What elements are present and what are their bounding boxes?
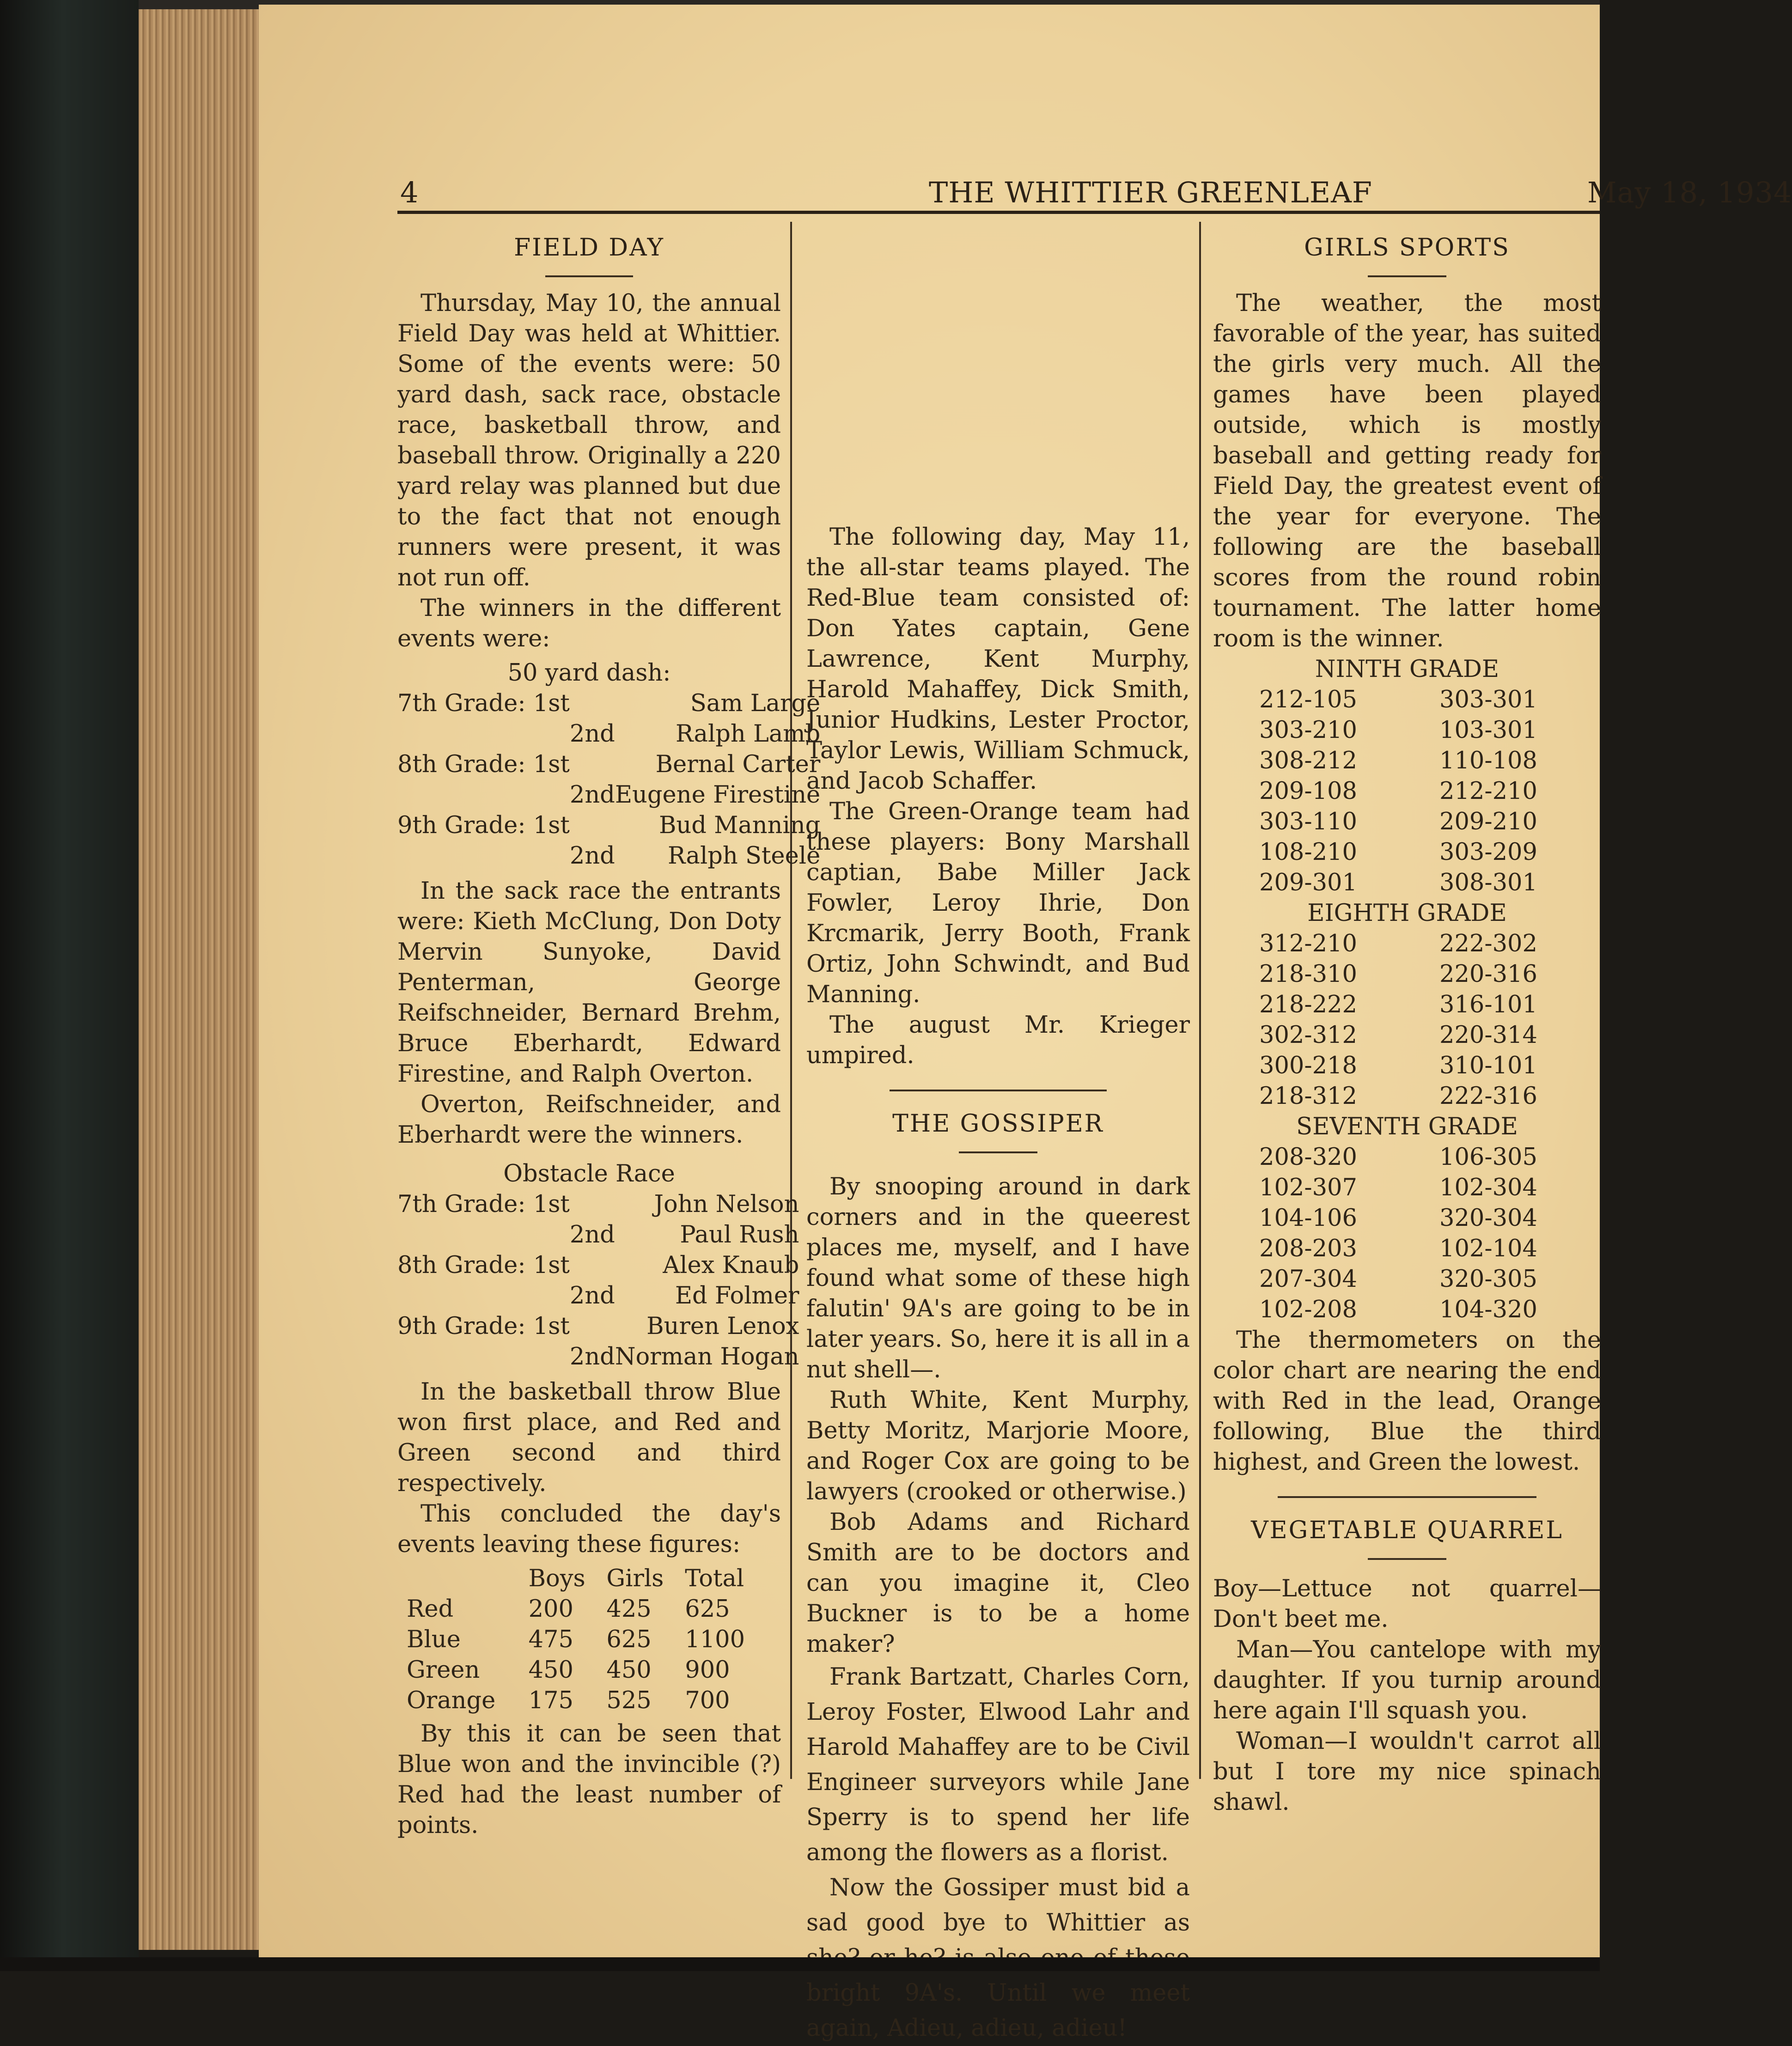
vegetable-quarrel-line: Woman—I wouldn't carrot all but I tore my nice spinach shawl. — [1213, 1728, 1601, 1816]
score-cell: 220-314 — [1439, 1022, 1537, 1049]
gossiper-paragraph: Frank Bartzatt, Charles Corn, Leroy Foster, Elwood Lahr and Harold Mahaffey are to be Civil Engineer surveyors while Jane Sperry is to spend her life among the flowers as a florist. — [806, 1663, 1190, 1866]
result-cell: Bud Manning — [658, 812, 821, 839]
vegetable-quarrel-title: VEGETABLE QUARREL — [1251, 1516, 1563, 1544]
score-row — [1213, 929, 1601, 959]
result-row — [397, 841, 820, 871]
score-cell: 207-304 — [1259, 1266, 1357, 1293]
result-cell: Ralph Lamb — [675, 720, 821, 748]
score-row — [1213, 746, 1601, 776]
score-row — [1213, 715, 1601, 746]
totals-cell: Girls — [606, 1565, 664, 1592]
page-edges — [139, 9, 273, 1950]
score-cell: 303-210 — [1259, 717, 1357, 744]
result-cell — [570, 749, 615, 780]
gossiper-paragraph: Bob Adams and Richard Smith are to be doctors and can you imagine it, Cleo Buckner is to be a home maker? — [806, 1509, 1190, 1658]
gossiper-paragraph: Ruth White, Kent Murphy, Betty Moritz, Marjorie Moore, and Roger Cox are going to be lawyers (crooked or otherwise.) — [806, 1387, 1190, 1505]
totals-cell: 175 — [528, 1687, 573, 1714]
score-cell: 104-320 — [1439, 1296, 1537, 1323]
totals-cell: Boys — [528, 1565, 585, 1592]
vegetable-quarrel-line: Man—You cantelope with my daughter. If you turnip around here again I'll squash you. — [1213, 1636, 1601, 1724]
result-row — [397, 810, 820, 841]
newspaper-page — [259, 5, 1792, 2042]
issue-date: May 18, 1934 — [1587, 176, 1792, 209]
dash-results-table — [397, 688, 820, 871]
result-row — [397, 688, 820, 719]
ninth-grade-scores — [1213, 685, 1601, 898]
totals-cell: 450 — [606, 1656, 652, 1684]
result-cell: 8th Grade: 1st — [397, 1252, 570, 1279]
score-row — [1213, 868, 1601, 898]
score-row — [1213, 807, 1601, 837]
field-day-paragraph: In the sack race the entrants were: Kieth McClung, Don Doty Mervin Sunyoke, David Penterman, George Reifschneider, Bernard Brehm, Bruce Eberhardt, Edward Firestine, and Ralph Overton. — [397, 877, 781, 1088]
score-cell: 222-316 — [1439, 1083, 1537, 1110]
result-cell: 2nd — [569, 1282, 615, 1309]
result-row — [397, 1220, 799, 1250]
totals-cell: 450 — [528, 1656, 573, 1684]
title-rule — [1368, 1558, 1446, 1560]
result-row — [397, 1311, 799, 1342]
result-cell: 8th Grade: 1st — [397, 751, 570, 778]
score-row — [1213, 1081, 1601, 1112]
section-rule — [890, 1090, 1107, 1091]
result-cell: 2nd — [569, 1221, 615, 1248]
field-day-paragraph: The Green-Orange team had these players: Bony Marshall captian, Babe Miller Jack Fowler, Leroy Ihrie, Don Krcmarik, Jerry Booth, Frank Ortiz, John Schwindt, and Bud Manning. — [806, 798, 1190, 1008]
result-cell: 9th Grade: 1st — [397, 1313, 570, 1340]
result-cell — [397, 719, 570, 749]
eighth-grade-heading: EIGHTH GRADE — [1307, 900, 1507, 927]
score-row — [1213, 1142, 1601, 1173]
page-number: 4 — [400, 176, 419, 209]
seventh-grade-heading: SEVENTH GRADE — [1296, 1113, 1518, 1140]
vegetable-quarrel-lines — [1213, 1574, 1601, 1818]
totals-cell: 475 — [528, 1626, 573, 1653]
score-row — [1213, 685, 1601, 715]
result-row — [397, 749, 820, 780]
field-day-paragraph: Thursday, May 10, the annual Field Day was held at Whittier. Some of the events were: 50 yard dash, sack race, obstacle race, basketball throw, and baseball throw. Originally a 220 yard relay was planned but due to the fact that not enough runners were present, it was not run off. — [397, 290, 781, 591]
result-row — [397, 1189, 799, 1220]
girls-sports-title: GIRLS SPORTS — [1304, 234, 1510, 262]
field-day-paragraph: The winners in the different events were: — [397, 595, 781, 652]
score-cell: 102-304 — [1439, 1174, 1537, 1201]
score-row — [1213, 1203, 1601, 1234]
result-cell — [570, 810, 615, 841]
result-cell: 2nd — [569, 842, 615, 870]
result-cell: Ed Folmer — [675, 1282, 799, 1309]
score-cell: 303-301 — [1439, 686, 1537, 713]
result-cell: Norman Hogan — [615, 1343, 799, 1370]
result-row — [397, 1250, 799, 1281]
title-rule — [959, 1151, 1037, 1153]
field-day-paragraph: In the basketball throw Blue won first place, and Red and Green second and third respectively. — [397, 1378, 781, 1497]
score-row — [1213, 837, 1601, 868]
score-cell: 303-110 — [1259, 808, 1357, 835]
score-cell: 218-310 — [1259, 961, 1357, 988]
result-cell — [570, 1311, 615, 1342]
field-day-paragraph: The august Mr. Krieger umpired. — [806, 1011, 1190, 1069]
totals-cell: 200 — [528, 1595, 573, 1623]
result-cell: Ralph Steele — [667, 842, 821, 870]
field-day-title: FIELD DAY — [514, 234, 664, 262]
obstacle-results-table — [397, 1189, 799, 1372]
result-cell — [570, 1189, 615, 1220]
score-cell: 103-301 — [1439, 717, 1537, 744]
totals-row — [407, 1564, 767, 1594]
result-cell: 9th Grade: 1st — [397, 812, 570, 839]
field-day-paragraph: This concluded the day's events leaving these figures: — [397, 1500, 781, 1558]
result-cell: Bernal Carter — [655, 751, 821, 778]
masthead: THE WHITTIER GREENLEAF — [929, 176, 1372, 209]
totals-table — [407, 1564, 767, 1716]
dash-heading: 50 yard dash: — [507, 659, 671, 687]
totals-cell: 900 — [685, 1656, 730, 1684]
score-cell: 220-316 — [1439, 961, 1537, 988]
column-3 — [1213, 217, 1601, 1818]
result-row — [397, 780, 820, 810]
result-cell — [397, 1342, 570, 1372]
score-row — [1213, 1051, 1601, 1081]
obstacle-heading: Obstacle Race — [503, 1160, 675, 1187]
score-row — [1213, 959, 1601, 990]
result-cell: 7th Grade: 1st — [397, 1191, 570, 1218]
score-cell: 303-209 — [1439, 839, 1537, 866]
score-cell: 218-312 — [1259, 1083, 1357, 1110]
header-rule — [397, 211, 1600, 214]
gossiper-paragraph: Now the Gossiper must bid a sad good bye to Whittier as bright 9A's. Until we meet again, Adieu, adieu, adieu! — [806, 1874, 1190, 2042]
score-row — [1213, 990, 1601, 1020]
score-cell: 102-104 — [1439, 1235, 1537, 1262]
score-cell: 212-210 — [1439, 778, 1537, 805]
score-cell: 300-218 — [1259, 1052, 1357, 1079]
score-cell: 104-106 — [1259, 1205, 1357, 1232]
totals-cell: Total — [685, 1565, 744, 1592]
eighth-grade-scores — [1213, 929, 1601, 1112]
result-cell — [570, 688, 615, 719]
score-cell: 212-105 — [1259, 686, 1357, 713]
score-cell: 302-312 — [1259, 1022, 1357, 1049]
result-cell — [397, 841, 570, 871]
totals-cell: Orange — [407, 1687, 496, 1714]
page-header — [397, 176, 1792, 213]
girls-sports-paragraph: The weather, the most favorable of the year, has suited the girls very much. All the games have been played outside, which is mostly baseball and getting ready for Field Day, the greatest event of the year for everyone. The following are the baseball scores from the round robin tournament. The latter home room is the winner. — [1213, 290, 1601, 652]
score-cell: 102-208 — [1259, 1296, 1357, 1323]
result-cell — [397, 780, 570, 810]
totals-cell: 1100 — [685, 1626, 745, 1653]
result-row — [397, 719, 820, 749]
score-cell: 320-304 — [1439, 1205, 1537, 1232]
result-cell: 7th Grade: 1st — [397, 690, 570, 717]
totals-cell: Red — [407, 1595, 454, 1623]
totals-cell — [407, 1564, 529, 1594]
score-cell: 208-320 — [1259, 1144, 1357, 1171]
totals-row — [407, 1625, 767, 1655]
totals-cell: Green — [407, 1656, 480, 1684]
result-cell: Alex Knaub — [663, 1252, 799, 1279]
score-cell: 209-210 — [1439, 808, 1537, 835]
result-cell: Sam Large — [690, 690, 821, 717]
book-spine — [0, 0, 139, 1971]
score-row — [1213, 1295, 1601, 1325]
score-cell: 308-301 — [1439, 869, 1537, 896]
seventh-grade-scores — [1213, 1142, 1601, 1325]
result-cell: John Nelson — [654, 1191, 799, 1218]
result-cell — [397, 1281, 570, 1311]
vegetable-quarrel-line: Boy—Lettuce not quarrel—Don't beet me. — [1213, 1575, 1601, 1633]
totals-row — [407, 1594, 767, 1625]
field-day-paragraph: Overton, Reifschneider, and Eberhardt were the winners. — [397, 1091, 781, 1149]
score-cell: 316-101 — [1439, 991, 1537, 1018]
scan-bottom-edge — [0, 1957, 1600, 1971]
score-cell: 218-222 — [1259, 991, 1357, 1018]
totals-cell: 425 — [606, 1595, 652, 1623]
totals-cell: 625 — [685, 1595, 730, 1623]
score-cell: 108-210 — [1259, 839, 1357, 866]
title-rule — [545, 275, 633, 277]
result-cell: Paul Rush — [680, 1221, 799, 1248]
gossiper-paragraph: By snooping around in dark corners and in the queerest places me, myself, and I have found what some of these high falutin' 9A's are going to be in later years. So, here it is all in a nut shell—. — [806, 1173, 1190, 1383]
score-row — [1213, 1173, 1601, 1203]
result-cell: 2nd — [569, 720, 615, 748]
result-cell — [397, 1220, 570, 1250]
column-divider-2 — [1199, 222, 1201, 1779]
totals-cell: 700 — [685, 1687, 730, 1714]
field-day-paragraph: The following day, May 11, the all-star teams played. The Red-Blue team consisted of: Don Yates captain, Gene Lawrence, Kent Murphy, Harold Mahaffey, Dick Smith, Junior Hudkins, Lester Proctor, Taylor Lewis, William Schmuck, and Jacob Schaffer. — [806, 524, 1190, 795]
score-cell: 106-305 — [1439, 1144, 1537, 1171]
score-cell: 110-108 — [1439, 747, 1537, 774]
result-cell — [570, 1250, 615, 1281]
result-cell: Eugene Firestine — [615, 781, 821, 809]
score-cell: 208-203 — [1259, 1235, 1357, 1262]
totals-cell: 625 — [606, 1626, 652, 1653]
result-cell: 2nd — [569, 781, 615, 809]
field-day-paragraph: By this it can be seen that Blue won and the invincible (?) Red had the least number of points. — [397, 1720, 781, 1839]
score-cell: 209-301 — [1259, 869, 1357, 896]
score-row — [1213, 1264, 1601, 1295]
ninth-grade-heading: NINTH GRADE — [1315, 656, 1499, 683]
score-cell: 320-305 — [1439, 1266, 1537, 1293]
title-rule — [1368, 275, 1446, 277]
column-divider-1 — [790, 222, 792, 1779]
score-cell: 312-210 — [1259, 930, 1357, 957]
score-cell: 209-108 — [1259, 778, 1357, 805]
totals-cell: Blue — [407, 1626, 461, 1653]
totals-row — [407, 1655, 767, 1686]
score-cell: 310-101 — [1439, 1052, 1537, 1079]
totals-row — [407, 1686, 767, 1716]
score-cell: 102-307 — [1259, 1174, 1357, 1201]
result-cell: Buren Lenox — [646, 1313, 799, 1340]
girls-sports-paragraph: The thermometers on the color chart are nearing the end with Red in the lead, Orange following, Blue the third highest, and Green the lowest. — [1213, 1327, 1601, 1476]
score-row — [1213, 1020, 1601, 1051]
totals-cell: 525 — [606, 1687, 652, 1714]
score-row — [1213, 776, 1601, 807]
result-cell: 2nd — [569, 1343, 615, 1370]
score-cell: 222-302 — [1439, 930, 1537, 957]
gossiper-title: THE GOSSIPER — [892, 1110, 1104, 1138]
column-1 — [397, 217, 821, 1841]
score-row — [1213, 1234, 1601, 1264]
result-row — [397, 1342, 799, 1372]
column-2-continued — [806, 522, 1190, 2046]
score-cell: 308-212 — [1259, 747, 1357, 774]
result-row — [397, 1281, 799, 1311]
section-rule — [1278, 1496, 1536, 1498]
